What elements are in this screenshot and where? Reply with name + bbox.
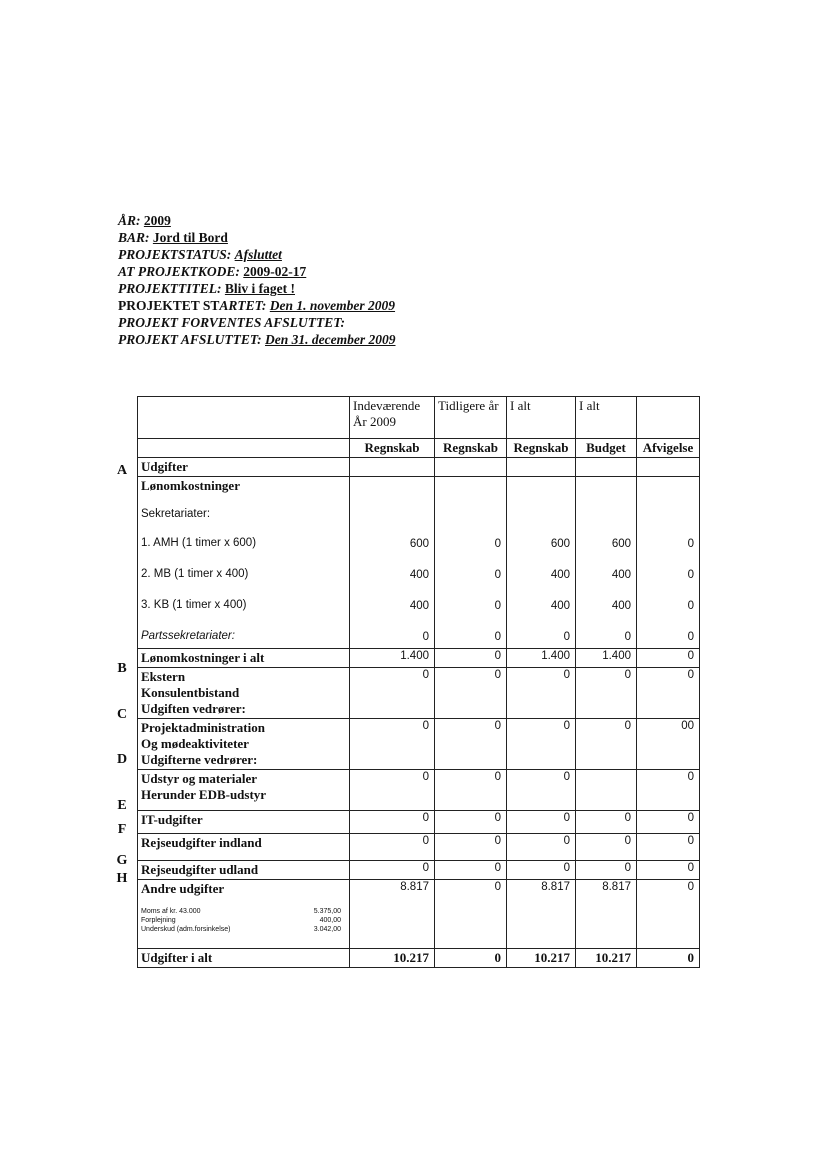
note-row: Moms af kr. 43.000 5.375,00 [141,908,341,915]
section-d-labels [138,770,350,811]
subheader-budget: Budget [576,439,637,458]
value-cell: 0 [435,861,507,880]
value-cell: 0 [687,600,694,612]
value-cell: 0 [687,538,694,550]
subheader-blank-cell [138,439,350,458]
section-a-col2 [435,477,507,649]
letter-c: C [116,707,128,722]
value-cell: 0 [435,834,507,861]
expected-end-line: PROJEKT FORVENTES AFSLUTTET: [118,315,346,330]
value-cell: 0 [637,880,700,949]
value-cell: 0 [637,811,700,834]
section-c-labels [138,719,350,770]
note-row: Forplejning 400,00 [141,917,341,924]
value-cell: 0 [637,949,700,968]
value-cell: 0 [576,668,637,719]
section-a-title: Lønomkostninger [141,478,240,493]
section-f-row [138,834,700,861]
subheader-regnskab-3: Regnskab [507,439,576,458]
value-cell: 0 [435,770,507,811]
subheader-regnskab-1: Regnskab [350,439,435,458]
value-cell: 0 [350,770,435,811]
subheader-afvigelse: Afvigelse [637,439,700,458]
value-cell: 600 [409,538,429,550]
letter-d: D [116,752,128,767]
col-header-total-accounts: I alt [507,397,576,439]
table-header-row [138,397,700,439]
bar-line: BAR: Jord til Bord [118,230,228,245]
value-cell: 400 [550,569,570,581]
header-blank-cell [138,397,350,439]
section-b-labels [138,668,350,719]
value-cell: 0 [576,719,637,770]
section-a-labels [138,477,350,649]
value-cell: 0 [637,834,700,861]
value-cell: 600 [550,538,570,550]
table-subheader-row [138,439,700,458]
value-cell: 0 [494,631,501,643]
line-item-kb: 3. KB (1 timer x 400) [141,599,247,611]
section-b-subtitle: Konsulentbistand [141,685,240,700]
value-cell: 0 [637,861,700,880]
subheader-regnskab-2: Regnskab [435,439,507,458]
value-cell: 0 [507,861,576,880]
section-a-col4 [576,477,637,649]
line-item-mb: 2. MB (1 timer x 400) [141,568,249,580]
section-a-col3 [507,477,576,649]
value-cell: 0 [637,770,700,811]
section-h-title: Andre udgifter [141,881,225,896]
udgifter-row [138,458,700,477]
lon-total-label: Lønomkostninger i alt [138,649,350,668]
value-cell: 400 [409,600,429,612]
value-cell: 0 [507,719,576,770]
section-d-subtitle: Herunder EDB-udstyr [141,787,267,802]
section-e-label: IT-udgifter [138,811,350,834]
section-g-row [138,861,700,880]
value-cell: 10.217 [350,949,435,968]
value-cell: 0 [435,668,507,719]
value-cell: 1.400 [350,649,435,668]
project-header [118,212,396,348]
col-header-total-budget: I alt [576,397,637,439]
section-a-col5 [637,477,700,649]
value-cell: 400 [409,569,429,581]
status-line: PROJEKTSTATUS: Afsluttet [118,247,282,262]
value-cell: 400 [611,600,631,612]
value-cell: 0 [494,538,501,550]
section-h-row [138,880,700,949]
value-cell: 0 [350,834,435,861]
section-d-row [138,770,700,811]
col-header-current-year: Indeværende År 2009 [350,397,435,439]
udgifter-label: Udgifter [138,458,350,477]
value-cell: 1.400 [507,649,576,668]
value-cell: 0 [637,649,700,668]
value-cell: 0 [563,631,570,643]
value-cell: 400 [550,600,570,612]
section-h-labels [138,880,350,949]
section-a-block [138,477,700,649]
section-e-row [138,811,700,834]
value-cell: 0 [350,668,435,719]
value-cell: 0 [435,949,507,968]
col-header-deviation-blank [637,397,700,439]
line-item-amh: 1. AMH (1 timer x 600) [141,537,257,549]
value-cell: 0 [637,668,700,719]
value-cell: 0 [507,834,576,861]
section-c-note: Udgifterne vedrører: [141,752,258,767]
value-cell: 0 [687,631,694,643]
section-b-row [138,668,700,719]
section-f-label: Rejseudgifter indland [138,834,350,861]
section-d-title: Udstyr og materialer [141,771,258,786]
grand-total-row [138,949,700,968]
sekretariater-label: Sekretariater: [141,508,211,520]
value-cell: 0 [350,719,435,770]
letter-e: E [117,798,127,813]
letter-a: A [116,463,128,478]
value-cell: 0 [576,834,637,861]
section-c-row [138,719,700,770]
ended-line: PROJEKT AFSLUTTET: Den 31. december 2009 [118,332,396,347]
budget-table [137,396,700,968]
letter-g: G [116,853,128,868]
value-cell: 00 [637,719,700,770]
value-cell: 0 [507,811,576,834]
code-line: AT PROJEKTKODE: 2009-02-17 [118,264,307,279]
value-cell: 8.817 [507,880,576,949]
section-a-col1 [350,477,435,649]
value-cell: 1.400 [576,649,637,668]
value-cell: 0 [350,811,435,834]
title-line: PROJEKTTITEL: Bliv i faget ! [118,281,295,296]
letter-f: F [117,822,127,837]
started-line: PROJEKTET STARTET: Den 1. november 2009 [118,298,396,313]
value-cell: 0 [350,861,435,880]
value-cell: 10.217 [576,949,637,968]
section-b-title: Ekstern [141,669,186,684]
value-cell: 10.217 [507,949,576,968]
value-cell: 8.817 [350,880,435,949]
lon-total-row [138,649,700,668]
value-cell: 8.817 [576,880,637,949]
letter-h: H [116,871,128,886]
value-cell: 0 [435,719,507,770]
value-cell: 0 [624,631,631,643]
grand-total-label: Udgifter i alt [138,949,350,968]
value-cell: 0 [576,811,637,834]
section-g-label: Rejseudgifter udland [138,861,350,880]
value-cell: 0 [507,770,576,811]
value-cell: 0 [435,811,507,834]
value-cell: 0 [576,861,637,880]
section-h-notes [141,907,346,934]
value-cell: 0 [435,649,507,668]
value-cell: 0 [435,880,507,949]
value-cell: 0 [687,569,694,581]
value-cell [576,770,637,811]
note-row: Underskud (adm.forsinkelse) 3.042,00 [141,926,341,933]
section-c-title: Projektadministration [141,720,265,735]
value-cell: 400 [611,569,631,581]
value-cell: 0 [507,668,576,719]
letter-b: B [117,661,127,676]
year-line: ÅR: 2009 [118,213,171,228]
line-item-partssekretariater: Partssekretariater: [141,630,235,642]
value-cell: 600 [611,538,631,550]
section-b-note: Udgiften vedrører: [141,701,246,716]
value-cell: 0 [494,600,501,612]
value-cell: 0 [422,631,429,643]
value-cell: 0 [494,569,501,581]
section-c-subtitle: Og mødeaktiviteter [141,736,249,751]
col-header-previous-years: Tidligere år [435,397,507,439]
